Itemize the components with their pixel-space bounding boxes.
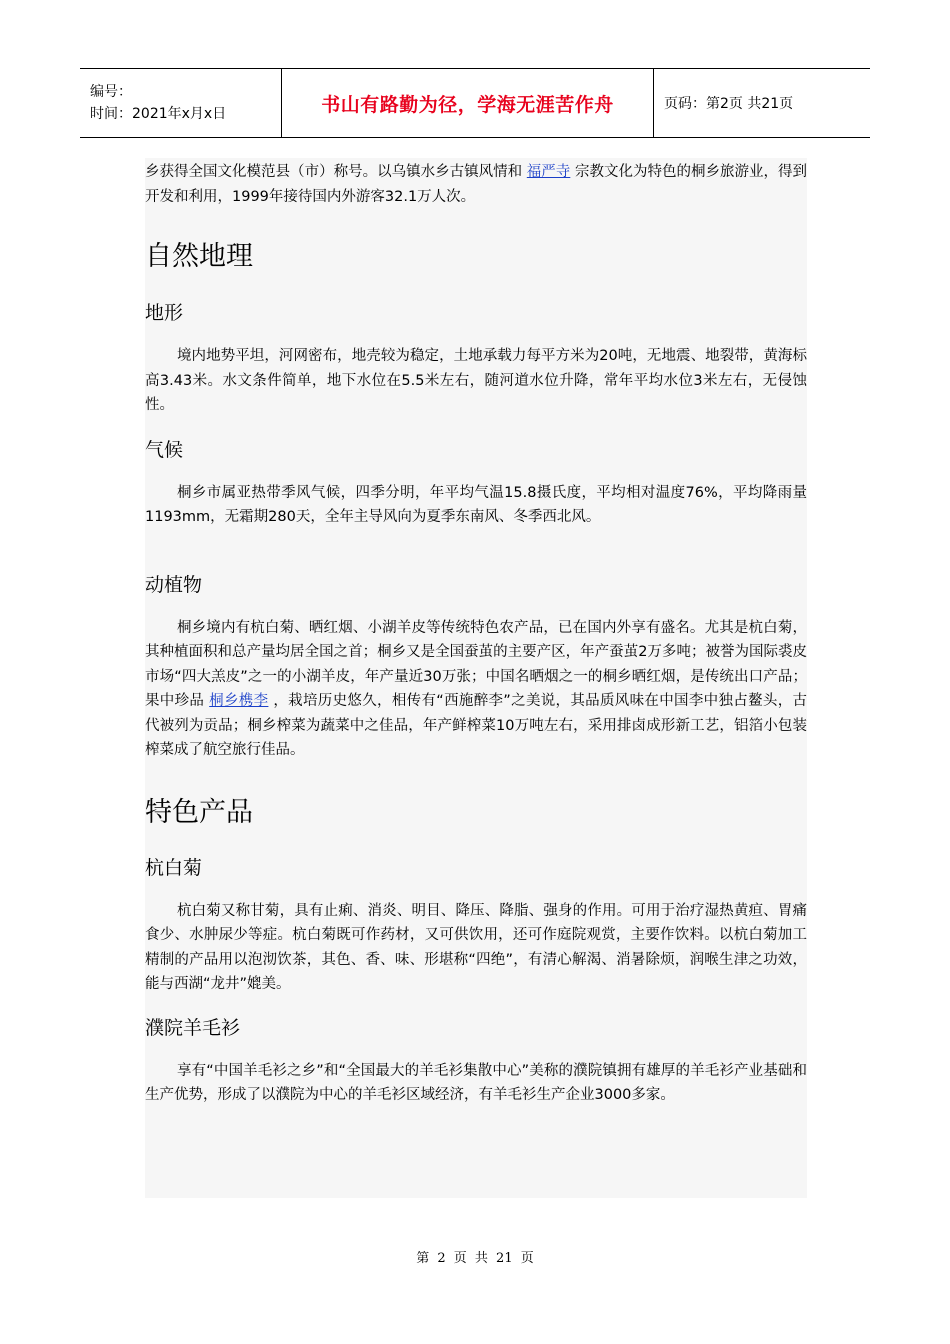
header-meta — [80, 69, 282, 137]
subsection-title-terrain: 地形 — [145, 302, 184, 324]
header-motto: 书山有路勤为径，学海无涯苦作舟 — [321, 93, 614, 116]
flora-paragraph — [145, 616, 807, 763]
header-table — [80, 68, 870, 138]
intro-paragraph — [145, 160, 807, 209]
header-page-cell — [654, 69, 870, 137]
fuyan-temple-link[interactable]: 福严寺 — [526, 164, 571, 180]
intro-text-1: 乡获得全国文化模范县（市）称号。以乌镇水乡古镇风情和 — [145, 164, 523, 180]
header-page-label: 页码：第2页 共21页 — [664, 96, 794, 112]
intro-text-2: 宗教文化为特色的桐乡旅游业，得到开发和利用，1999年接待国内外游客32.1万人次。 — [145, 164, 808, 205]
subsection-title-flora: 动植物 — [145, 573, 203, 596]
serial-label: 编号： — [90, 84, 132, 100]
subsection-title-climate: 气候 — [145, 438, 184, 461]
flora-text-1: 桐乡境内有杭白菊、晒红烟、小湖羊皮等传统特色农产品，已在国内外享有盛名。尤其是杭白菊，其种植面积和总产量均居全国之首；桐乡又是全国蚕茧的主要产区，年产蚕茧2万多吨；被誉为国际裘皮市场“四大羔皮”之一的小湖羊皮，年产量近30万张；中国名晒烟之一的桐乡晒红烟，是传统出口产品；果中珍品 — [145, 619, 807, 709]
page-footer: 第 2 页 共 21 页 — [416, 1251, 534, 1266]
subsection-title-sweater: 濮院羊毛衫 — [145, 1016, 241, 1039]
sweater-paragraph: 享有“中国羊毛衫之乡”和“全国最大的羊毛衫集散中心”美称的濮院镇拥有雄厚的羊毛衫产业基础和生产优势，形成了以濮院为中心的羊毛衫区域经济，有羊毛衫生产企业3000多家。 — [145, 1062, 807, 1103]
time-label: 时间：2021年x月x日 — [90, 106, 227, 122]
flora-text-2: ，栽培历史悠久，相传有“西施醉李”之美说，其品质风味在中国李中独占鳌头，古代被列为贡品；桐乡榨菜为蔬菜中之佳品，年产鲜榨菜10万吨左右，采用排卤成形新工艺，铝箔小包装榨菜成了航空旅行佳品。 — [145, 693, 808, 758]
header-motto-cell — [282, 69, 654, 137]
section-title-products: 特色产品 — [145, 796, 253, 828]
tongxiang-plum-link[interactable]: 桐乡槜李 — [209, 693, 269, 709]
chrysanthemum-paragraph: 杭白菊又称甘菊，具有止痢、消炎、明目、降压、降脂、强身的作用。可用于治疗湿热黄疸、胃痛食少、水肿尿少等症。杭白菊既可作药材，又可供饮用，还可作庭院观赏，主要作饮料。以杭白菊加工精制的产品用以泡沏饮茶，其色、香、味、形堪称“四绝”，有清心解渴、消暑除烦，润喉生津之功效，能与西湖“龙井”媲美。 — [145, 902, 807, 992]
terrain-paragraph: 境内地势平坦，河网密布，地壳较为稳定，土地承载力每平方米为20吨，无地震、地裂带，黄海标高3.43米。水文条件简单，地下水位在5.5米左右，随河道水位升降，常年平均水位3米左右，无侵蚀性。 — [145, 348, 807, 413]
subsection-title-chrysanthemum: 杭白菊 — [145, 856, 203, 879]
section-title-geo: 自然地理 — [145, 241, 253, 272]
climate-paragraph: 桐乡市属亚热带季风气候，四季分明，年平均气温15.8摄氏度，平均相对温度76%，平均降雨量1193mm，无霜期280天，全年主导风向为夏季东南风、冬季西北风。 — [145, 484, 807, 525]
document-body — [145, 158, 807, 1198]
